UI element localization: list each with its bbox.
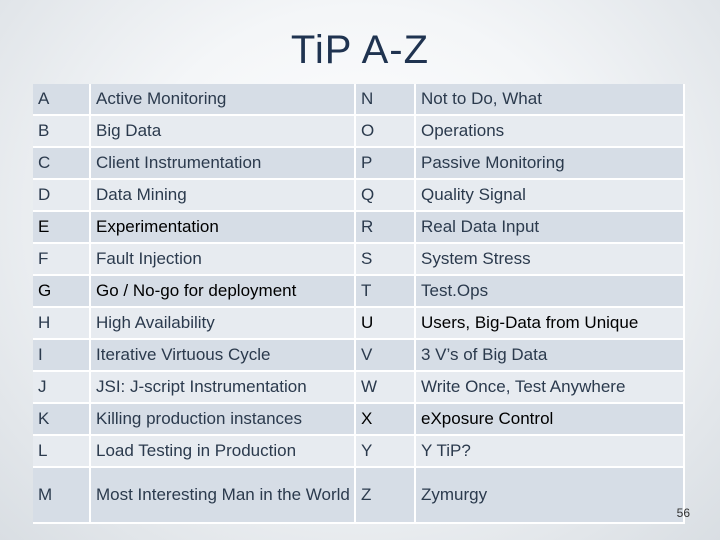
right-term: Test.Ops xyxy=(416,276,685,308)
left-letter: B xyxy=(33,116,91,148)
left-term: Most Interesting Man in the World xyxy=(91,468,356,524)
page-number: 56 xyxy=(676,506,690,520)
right-term: System Stress xyxy=(416,244,685,276)
a-z-table xyxy=(33,84,685,524)
table-row xyxy=(33,468,685,524)
right-letter: Y xyxy=(356,436,416,468)
left-letter: G xyxy=(33,276,91,308)
table-row xyxy=(33,148,685,180)
right-letter: Z xyxy=(356,468,416,524)
right-term: Write Once, Test Anywhere xyxy=(416,372,685,404)
left-letter: E xyxy=(33,212,91,244)
right-term: Not to Do, What xyxy=(416,84,685,116)
table-row xyxy=(33,212,685,244)
left-term: Killing production instances xyxy=(91,404,356,436)
left-letter: J xyxy=(33,372,91,404)
right-letter: Q xyxy=(356,180,416,212)
table-row xyxy=(33,244,685,276)
left-term: Data Mining xyxy=(91,180,356,212)
left-term: Iterative Virtuous Cycle xyxy=(91,340,356,372)
right-term: Users, Big-Data from Unique xyxy=(416,308,685,340)
left-term: Client Instrumentation xyxy=(91,148,356,180)
right-term: Y TiP? xyxy=(416,436,685,468)
right-term: Passive Monitoring xyxy=(416,148,685,180)
table-row xyxy=(33,436,685,468)
right-letter: W xyxy=(356,372,416,404)
table-row xyxy=(33,404,685,436)
right-letter: S xyxy=(356,244,416,276)
left-letter: F xyxy=(33,244,91,276)
left-letter: A xyxy=(33,84,91,116)
table-row xyxy=(33,180,685,212)
left-term: Load Testing in Production xyxy=(91,436,356,468)
left-term: Active Monitoring xyxy=(91,84,356,116)
left-letter: C xyxy=(33,148,91,180)
table-row xyxy=(33,84,685,116)
left-letter: M xyxy=(33,468,91,524)
table-row xyxy=(33,340,685,372)
right-term: Real Data Input xyxy=(416,212,685,244)
slide-title: TiP A-Z xyxy=(290,28,430,72)
right-letter: X xyxy=(356,404,416,436)
left-letter: H xyxy=(33,308,91,340)
table-row xyxy=(33,116,685,148)
left-term: JSI: J-script Instrumentation xyxy=(91,372,356,404)
right-letter: O xyxy=(356,116,416,148)
left-letter: I xyxy=(33,340,91,372)
right-term: eXposure Control xyxy=(416,404,685,436)
right-term: Operations xyxy=(416,116,685,148)
table-row xyxy=(33,276,685,308)
right-term: 3 V’s of Big Data xyxy=(416,340,685,372)
right-term: Zymurgy xyxy=(416,468,685,524)
left-term: Big Data xyxy=(91,116,356,148)
left-term: Fault Injection xyxy=(91,244,356,276)
left-letter: D xyxy=(33,180,91,212)
right-letter: N xyxy=(356,84,416,116)
right-letter: P xyxy=(356,148,416,180)
left-letter: L xyxy=(33,436,91,468)
right-letter: R xyxy=(356,212,416,244)
table-row xyxy=(33,372,685,404)
right-letter: T xyxy=(356,276,416,308)
right-letter: U xyxy=(356,308,416,340)
left-letter: K xyxy=(33,404,91,436)
left-term: Go / No-go for deployment xyxy=(91,276,356,308)
left-term: High Availability xyxy=(91,308,356,340)
right-letter: V xyxy=(356,340,416,372)
table-row xyxy=(33,308,685,340)
right-term: Quality Signal xyxy=(416,180,685,212)
left-term: Experimentation xyxy=(91,212,356,244)
